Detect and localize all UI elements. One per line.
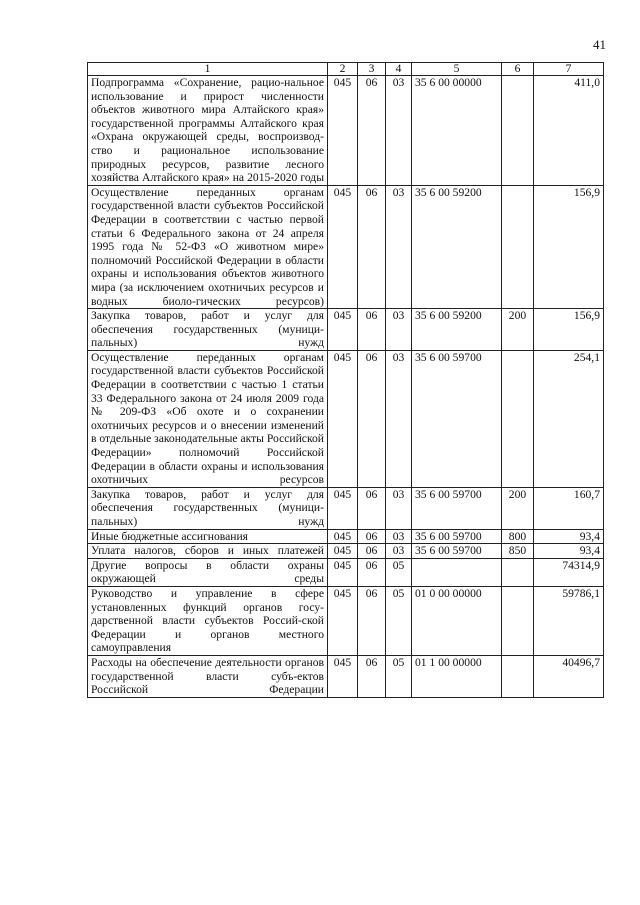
table-row [88, 544, 604, 559]
header-col-5: 5 [412, 63, 502, 76]
row-section: 06 [358, 544, 386, 559]
row-target-code: 35 6 00 59200 [412, 309, 502, 351]
row-subsection: 03 [386, 487, 412, 529]
row-ministry: 045 [328, 655, 358, 697]
row-amount: 93,4 [534, 529, 604, 544]
row-target-code: 35 6 00 59700 [412, 487, 502, 529]
row-target-code: 35 6 00 59700 [412, 544, 502, 559]
row-amount: 74314,9 [534, 558, 604, 586]
row-section: 06 [358, 309, 386, 351]
row-subsection: 05 [386, 558, 412, 586]
row-subsection: 03 [386, 544, 412, 559]
row-subsection: 03 [386, 76, 412, 186]
row-section: 06 [358, 586, 386, 655]
row-ministry: 045 [328, 76, 358, 186]
table-row [88, 655, 604, 697]
row-expense-type: 850 [502, 544, 534, 559]
table-row [88, 309, 604, 351]
row-subsection: 03 [386, 350, 412, 487]
row-section: 06 [358, 76, 386, 186]
row-ministry: 045 [328, 586, 358, 655]
row-target-code: 35 6 00 59200 [412, 185, 502, 308]
row-ministry: 045 [328, 487, 358, 529]
row-target-code: 01 1 00 00000 [412, 655, 502, 697]
row-expense-type: 200 [502, 487, 534, 529]
row-ministry: 045 [328, 544, 358, 559]
row-name: Закупка товаров, работ и услуг для обеспечения государственных (муници-пальных) нужд [88, 309, 328, 351]
row-subsection: 03 [386, 185, 412, 308]
row-ministry: 045 [328, 529, 358, 544]
row-section: 06 [358, 185, 386, 308]
row-section: 06 [358, 655, 386, 697]
table-row [88, 586, 604, 655]
row-expense-type [502, 586, 534, 655]
row-amount: 160,7 [534, 487, 604, 529]
row-ministry: 045 [328, 558, 358, 586]
row-name: Закупка товаров, работ и услуг для обеспечения государственных (муници-пальных) нужд [88, 487, 328, 529]
row-subsection: 03 [386, 529, 412, 544]
row-amount: 156,9 [534, 185, 604, 308]
table-row [88, 76, 604, 186]
row-section: 06 [358, 487, 386, 529]
table-row [88, 185, 604, 308]
row-ministry: 045 [328, 350, 358, 487]
row-target-code [412, 558, 502, 586]
row-expense-type [502, 76, 534, 186]
row-name: Осуществление переданных органам государственной власти субъектов Российской Федерации в соответствии с частью первой статьи 6 Федерального закона от 24 апреля 1995 года № 52-ФЗ «О животном мире» полномочий Российской Федерации в области охраны и использования объектов животного мира (за исключением охотничьих ресурсов и водных биоло-гических ресурсов) [88, 185, 328, 308]
header-row [88, 63, 604, 76]
header-col-2: 2 [328, 63, 358, 76]
row-section: 06 [358, 350, 386, 487]
row-target-code: 01 0 00 00000 [412, 586, 502, 655]
header-col-6: 6 [502, 63, 534, 76]
row-name: Уплата налогов, сборов и иных платежей [88, 544, 328, 559]
row-amount: 156,9 [534, 309, 604, 351]
row-amount: 93,4 [534, 544, 604, 559]
row-name: Руководство и управление в сфере установленных функций органов госу-дарственной власти субъектов Россий-ской Федерации и органов местного самоуправления [88, 586, 328, 655]
header-col-7: 7 [534, 63, 604, 76]
header-col-4: 4 [386, 63, 412, 76]
budget-table [87, 62, 604, 698]
row-name: Подпрограмма «Сохранение, рацио-нальное использование и прирост численности объектов животного мира Алтайского края» государственной программы Алтайского края «Охрана окружающей среды, воспроизвод-ство и рациональное использование природных ресурсов, развитие лесного хозяйства Алтайского края» на 2015-2020 годы [88, 76, 328, 186]
row-amount: 40496,7 [534, 655, 604, 697]
row-name: Иные бюджетные ассигнования [88, 529, 328, 544]
row-amount: 254,1 [534, 350, 604, 487]
row-expense-type [502, 350, 534, 487]
table-row [88, 487, 604, 529]
row-expense-type: 800 [502, 529, 534, 544]
row-target-code: 35 6 00 59700 [412, 350, 502, 487]
page-number: 41 [593, 37, 606, 52]
table-row [88, 350, 604, 487]
row-expense-type [502, 185, 534, 308]
row-subsection: 03 [386, 309, 412, 351]
row-amount: 59786,1 [534, 586, 604, 655]
row-expense-type [502, 558, 534, 586]
row-section: 06 [358, 529, 386, 544]
header-col-1: 1 [88, 63, 328, 76]
row-ministry: 045 [328, 185, 358, 308]
row-target-code: 35 6 00 59700 [412, 529, 502, 544]
row-subsection: 05 [386, 586, 412, 655]
row-ministry: 045 [328, 309, 358, 351]
row-amount: 411,0 [534, 76, 604, 186]
row-name: Расходы на обеспечение деятельности органов государственной власти субъ-ектов Российской Федерации [88, 655, 328, 697]
table-row [88, 529, 604, 544]
row-expense-type: 200 [502, 309, 534, 351]
row-subsection: 05 [386, 655, 412, 697]
row-name: Осуществление переданных органам государственной власти субъектов Российской Федерации в соответствии с частью 1 статьи 33 Федерального закона от 24 июля 2009 года № 209-ФЗ «Об охоте и о сохранении охотничьих ресурсов и о внесении изменений в отдельные законодательные акты Российской Федерации» полномочий Российской Федерации в области охраны и использования охотничьих ресурсов [88, 350, 328, 487]
row-name: Другие вопросы в области охраны окружающей среды [88, 558, 328, 586]
row-section: 06 [358, 558, 386, 586]
row-expense-type [502, 655, 534, 697]
row-target-code: 35 6 00 00000 [412, 76, 502, 186]
table-row [88, 558, 604, 586]
header-col-3: 3 [358, 63, 386, 76]
